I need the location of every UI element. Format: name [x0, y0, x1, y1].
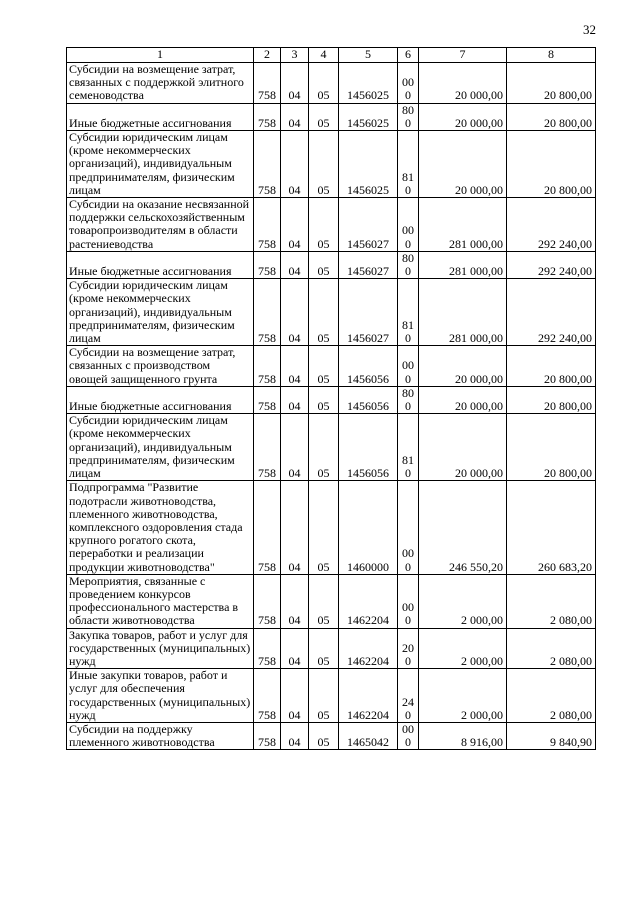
page-number: 32	[583, 22, 596, 37]
table-row	[67, 251, 596, 278]
cell-grbs: 758	[254, 251, 281, 278]
cell-amount-2: 20 800,00	[507, 131, 596, 198]
cell-target-article: 1456025	[339, 103, 398, 130]
cell-section: 04	[281, 574, 309, 628]
table-body	[67, 63, 596, 750]
cell-target-article: 1465042	[339, 722, 398, 749]
cell-grbs: 758	[254, 481, 281, 574]
cell-grbs: 758	[254, 279, 281, 346]
cell-grbs: 758	[254, 574, 281, 628]
header-col-3: 3	[281, 48, 309, 63]
cell-subsection: 05	[309, 481, 339, 574]
cell-expense-type: 000	[398, 346, 419, 387]
table-row	[67, 722, 596, 749]
cell-target-article: 1456056	[339, 386, 398, 413]
cell-subsection: 05	[309, 574, 339, 628]
cell-subsection: 05	[309, 63, 339, 104]
cell-name: Иные бюджетные ассигнования	[67, 386, 254, 413]
cell-subsection: 05	[309, 346, 339, 387]
cell-expense-type: 000	[398, 574, 419, 628]
cell-name: Субсидии на оказание несвязанной поддержки сельскохозяйственным товаропроизводителям в области растениеводства	[67, 198, 254, 252]
cell-section: 04	[281, 722, 309, 749]
cell-section: 04	[281, 131, 309, 198]
cell-section: 04	[281, 628, 309, 669]
table-row	[67, 63, 596, 104]
cell-amount-1: 20 000,00	[419, 346, 507, 387]
cell-amount-2: 292 240,00	[507, 198, 596, 252]
cell-grbs: 758	[254, 722, 281, 749]
cell-amount-2: 2 080,00	[507, 669, 596, 723]
cell-section: 04	[281, 346, 309, 387]
cell-amount-2: 2 080,00	[507, 628, 596, 669]
cell-amount-1: 2 000,00	[419, 574, 507, 628]
cell-amount-2: 20 800,00	[507, 386, 596, 413]
cell-target-article: 1462204	[339, 669, 398, 723]
cell-amount-1: 8 916,00	[419, 722, 507, 749]
cell-target-article: 1460000	[339, 481, 398, 574]
table-row	[67, 574, 596, 628]
cell-name: Иные бюджетные ассигнования	[67, 103, 254, 130]
cell-amount-1: 20 000,00	[419, 63, 507, 104]
cell-section: 04	[281, 251, 309, 278]
cell-subsection: 05	[309, 722, 339, 749]
cell-target-article: 1456027	[339, 251, 398, 278]
cell-grbs: 758	[254, 386, 281, 413]
cell-section: 04	[281, 103, 309, 130]
cell-name: Субсидии юридическим лицам (кроме некоммерческих организаций), индивидуальным предпринимателям, физическим лицам	[67, 279, 254, 346]
cell-name: Закупка товаров, работ и услуг для государственных (муниципальных) нужд	[67, 628, 254, 669]
table-row	[67, 481, 596, 574]
cell-target-article: 1456027	[339, 279, 398, 346]
cell-grbs: 758	[254, 198, 281, 252]
cell-name: Субсидии на возмещение затрат, связанных с производством овощей защищенного грунта	[67, 346, 254, 387]
cell-section: 04	[281, 279, 309, 346]
cell-expense-type: 000	[398, 198, 419, 252]
cell-expense-type: 200	[398, 628, 419, 669]
cell-section: 04	[281, 386, 309, 413]
cell-amount-2: 2 080,00	[507, 574, 596, 628]
cell-name: Иные бюджетные ассигнования	[67, 251, 254, 278]
cell-amount-1: 20 000,00	[419, 414, 507, 481]
cell-target-article: 1456025	[339, 131, 398, 198]
cell-target-article: 1462204	[339, 574, 398, 628]
header-col-1: 1	[67, 48, 254, 63]
cell-amount-1: 20 000,00	[419, 103, 507, 130]
table-row	[67, 198, 596, 252]
budget-table	[66, 47, 596, 750]
cell-amount-1: 246 550,20	[419, 481, 507, 574]
cell-target-article: 1456056	[339, 346, 398, 387]
cell-grbs: 758	[254, 346, 281, 387]
cell-expense-type: 000	[398, 722, 419, 749]
cell-section: 04	[281, 63, 309, 104]
cell-name: Подпрограмма "Развитие подотрасли животноводства, племенного животноводства, комплексного оздоровления стада крупного рогатого скота, переработки и реализации продукции животноводства"	[67, 481, 254, 574]
header-col-4: 4	[309, 48, 339, 63]
cell-expense-type: 810	[398, 414, 419, 481]
header-col-2: 2	[254, 48, 281, 63]
cell-target-article: 1456025	[339, 63, 398, 104]
cell-target-article: 1462204	[339, 628, 398, 669]
cell-amount-1: 281 000,00	[419, 251, 507, 278]
cell-subsection: 05	[309, 386, 339, 413]
header-col-5: 5	[339, 48, 398, 63]
cell-amount-1: 2 000,00	[419, 628, 507, 669]
cell-grbs: 758	[254, 628, 281, 669]
cell-subsection: 05	[309, 669, 339, 723]
header-col-8: 8	[507, 48, 596, 63]
cell-subsection: 05	[309, 279, 339, 346]
table-row	[67, 103, 596, 130]
table-row	[67, 279, 596, 346]
cell-name: Субсидии юридическим лицам (кроме некоммерческих организаций), индивидуальным предпринимателям, физическим лицам	[67, 131, 254, 198]
cell-subsection: 05	[309, 131, 339, 198]
cell-grbs: 758	[254, 669, 281, 723]
table-row	[67, 131, 596, 198]
cell-amount-2: 20 800,00	[507, 346, 596, 387]
cell-amount-2: 260 683,20	[507, 481, 596, 574]
cell-section: 04	[281, 414, 309, 481]
cell-subsection: 05	[309, 198, 339, 252]
cell-name: Иные закупки товаров, работ и услуг для обеспечения государственных (муниципальных) нужд	[67, 669, 254, 723]
cell-expense-type: 800	[398, 386, 419, 413]
cell-subsection: 05	[309, 628, 339, 669]
cell-name: Субсидии на возмещение затрат, связанных с поддержкой элитного семеноводства	[67, 63, 254, 104]
cell-amount-2: 20 800,00	[507, 63, 596, 104]
header-col-7: 7	[419, 48, 507, 63]
cell-subsection: 05	[309, 103, 339, 130]
cell-section: 04	[281, 481, 309, 574]
table-row	[67, 346, 596, 387]
cell-subsection: 05	[309, 414, 339, 481]
cell-amount-2: 20 800,00	[507, 414, 596, 481]
cell-amount-2: 9 840,90	[507, 722, 596, 749]
cell-amount-1: 2 000,00	[419, 669, 507, 723]
cell-expense-type: 000	[398, 481, 419, 574]
cell-name: Мероприятия, связанные с проведением конкурсов профессионального мастерства в области животноводства	[67, 574, 254, 628]
table-row	[67, 414, 596, 481]
cell-subsection: 05	[309, 251, 339, 278]
cell-name: Субсидии юридическим лицам (кроме некоммерческих организаций), индивидуальным предпринимателям, физическим лицам	[67, 414, 254, 481]
table-row	[67, 386, 596, 413]
table-row	[67, 669, 596, 723]
cell-amount-1: 20 000,00	[419, 131, 507, 198]
cell-name: Субсидии на поддержку племенного животноводства	[67, 722, 254, 749]
cell-expense-type: 810	[398, 279, 419, 346]
cell-expense-type: 800	[398, 251, 419, 278]
header-col-6: 6	[398, 48, 419, 63]
cell-grbs: 758	[254, 103, 281, 130]
cell-target-article: 1456056	[339, 414, 398, 481]
cell-amount-1: 281 000,00	[419, 279, 507, 346]
cell-grbs: 758	[254, 131, 281, 198]
cell-grbs: 758	[254, 414, 281, 481]
cell-expense-type: 810	[398, 131, 419, 198]
cell-amount-1: 20 000,00	[419, 386, 507, 413]
cell-amount-2: 292 240,00	[507, 279, 596, 346]
cell-section: 04	[281, 669, 309, 723]
cell-section: 04	[281, 198, 309, 252]
cell-amount-2: 292 240,00	[507, 251, 596, 278]
table-row	[67, 628, 596, 669]
cell-expense-type: 000	[398, 63, 419, 104]
cell-expense-type: 240	[398, 669, 419, 723]
cell-amount-2: 20 800,00	[507, 103, 596, 130]
cell-amount-1: 281 000,00	[419, 198, 507, 252]
cell-grbs: 758	[254, 63, 281, 104]
header-row	[67, 48, 596, 63]
cell-target-article: 1456027	[339, 198, 398, 252]
cell-expense-type: 800	[398, 103, 419, 130]
